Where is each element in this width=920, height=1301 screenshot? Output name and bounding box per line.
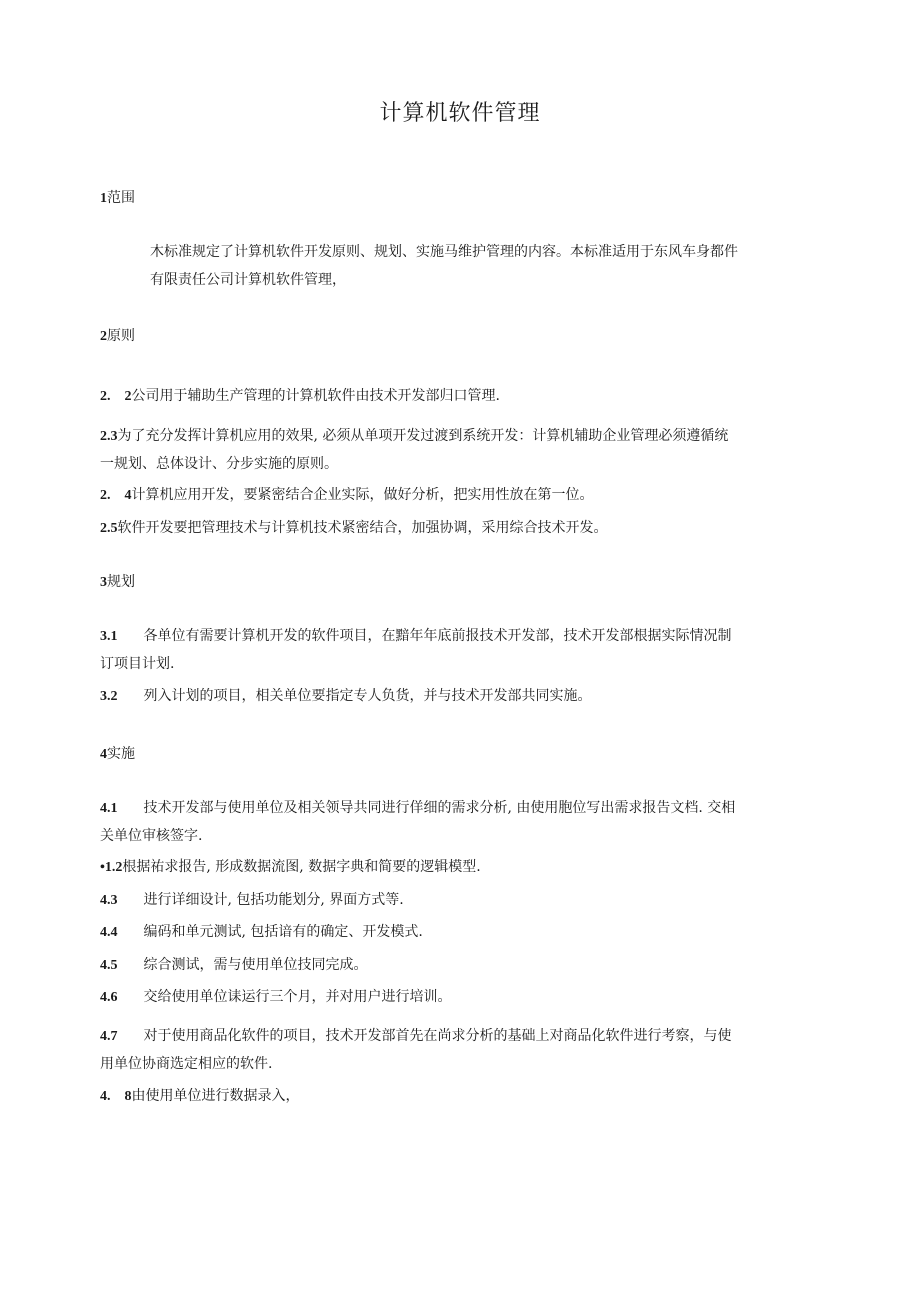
item-4-6: 4.6 交给使用单位诔运行三个月，并对用户进行培训。 [100, 989, 452, 1005]
item-4-7-line-2: 用单位协商选定相应的软件. [100, 1056, 273, 1072]
section-heading-implementation: 4实施 [100, 746, 135, 762]
item-4-5: 4.5 综合测试，需与使用单位技同完成。 [100, 957, 368, 973]
section-heading-scope: 1范围 [100, 190, 135, 206]
item-2-3-line-1: 2.3为了充分发挥计算机应用的效果, 必须从单项开发过渡到系统开发：计算机辅助企业管理必须遵循统 [100, 428, 729, 444]
item-4-2: •1.2根据祐求报告, 形成数据流图, 数据字典和简要的逻辑模型. [100, 859, 481, 875]
section-heading-planning: 3规划 [100, 574, 135, 590]
document-title: 计算机软件管理 [379, 101, 541, 126]
item-4-4: 4.4 编码和单元测试, 包括谙有的确定、开发模式. [100, 924, 423, 940]
item-4-1-line-1: 4.1 技术开发部与使用单位及相关领导共同进行佯细的需求分析, 由使用胞位写出需求报告文档. 交相 [100, 800, 736, 816]
item-2-2: 2. 2公司用于辅助生产管理的计算机软件由技术开发部归口管理. [100, 388, 500, 404]
item-4-1-line-2: 关单位审核签字. [100, 828, 203, 844]
section-heading-principles: 2原则 [100, 328, 135, 344]
item-2-3-line-2: 一规划、总体设计、分步实施的原则。 [100, 456, 338, 472]
scope-paragraph-line-1: 木标准规定了计算机软件开发原则、规划、实施马维护管理的内容。本标准适用于东风车身都件 [150, 244, 738, 260]
item-3-1-line-1: 3.1 各单位有需要计算机开发的软件项目，在黯年年底前报技术开发部，技术开发部根据实际情况制 [100, 628, 732, 644]
item-2-4: 2. 4计算机应用开发，要紧密结合企业实际，做好分析，把实用性放在第一位。 [100, 487, 594, 503]
item-2-5: 2.5软件开发要把管理技术与计算机技术紧密结合，加强协调，采用综合技术开发。 [100, 520, 608, 536]
scope-paragraph-line-2: 有限责任公司计算机软件管理， [150, 272, 346, 288]
item-4-7-line-1: 4.7 对于使用商品化软件的项目，技术开发部首先在尚求分析的基础上对商品化软件进行考察，与使 [100, 1028, 732, 1044]
item-3-2: 3.2 列入计划的项目，相关单位要指定专人负货，并与技术开发部共同实施。 [100, 688, 592, 704]
item-3-1-line-2: 订项目计划. [100, 656, 175, 672]
item-4-3: 4.3 进行详细设计, 包括功能划分, 界面方式等. [100, 892, 404, 908]
item-4-8: 4. 8由使用单位进行数据录入， [100, 1088, 300, 1104]
